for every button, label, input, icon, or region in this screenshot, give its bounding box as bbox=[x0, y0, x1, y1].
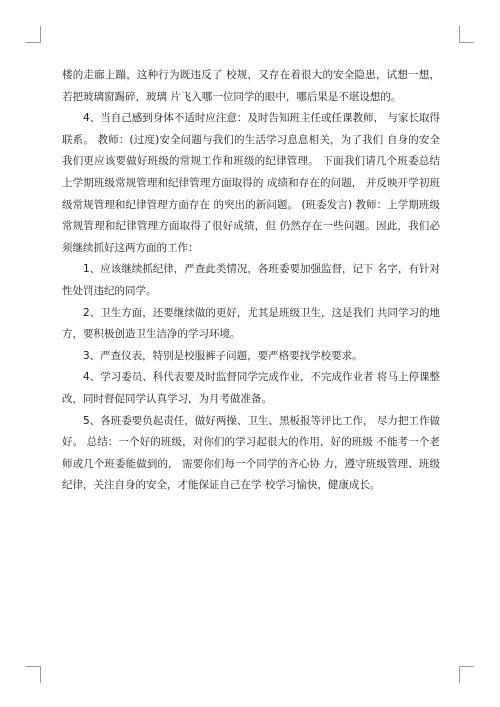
paragraph-item-4-health: 4、当自己感到身体不适时应注意：及时告知班主任或任课教师， 与家长取得联系。 教师：(过度)安全问题与我们的生活学习息息相关，为了我们 自身的安全我们更应该要做好班级的常规工作和班级的纪律管理。 下面我们请几个班委总结上学期班级常规管理和纪律管理方面取得的 成绩和存在的问题， 并反映开学初班级常规管理和纪律管理方面存在 的突出的新问题。 (班委发言) 教师：上学期班级常规管理和纪律管理方面取得了很好成绩，但 仍然存在一些问题。因此，我们必须继续抓好这两方面的工作： bbox=[62, 112, 440, 254]
crop-mark-bottom-right bbox=[459, 666, 474, 683]
paragraph-item-5-summary: 5、各班委要负起责任，做好两操、卫生、黑板报等评比工作， 尽力把工作做好。 总结：一个好的班级，对你们的学习起很大的作用，好的班级 不能考一个老师或几个班委能做到的， 需要你们每一个同学的齐心协 力，遵守班级管理、班级纪律，关注自身的安全，才能保证自己在学 校学习愉快，健康成长。 bbox=[62, 414, 440, 492]
paragraph-item-4-homework: 4、学习委员、科代表要及时监督同学完成作业，不完成作业者 将马上停课整改，同时督促同学认真学习，为月考做准备。 bbox=[62, 371, 440, 405]
paragraph-item-3-appearance: 3、严查仪表，特别是校服裤子问题，要严格要找学校要求。 bbox=[83, 349, 363, 362]
document-body bbox=[62, 65, 440, 497]
crop-mark-top-left bbox=[26, 26, 41, 43]
paragraph-item-1-discipline: 1、应该继续抓纪律，严查此类情况，各班委要加强监督，记下 名字，有针对性处罚违纪的同学。 bbox=[62, 263, 440, 297]
paragraph-item-2-hygiene: 2、卫生方面，还要继续做的更好，尤其是班级卫生，这是我们 共同学习的地方，要积极创造卫生洁净的学习环境。 bbox=[62, 306, 440, 341]
crop-mark-bottom-left bbox=[26, 666, 41, 683]
paragraph-continuation: 楼的走廊上蹦，这种行为既违反了 校规，又存在着很大的安全隐患，试想一想，若把玻璃窗踢碎，玻璃 片飞入哪一位同学的眼中，哪后果是不堪设想的。 bbox=[62, 69, 440, 103]
crop-mark-top-right bbox=[459, 26, 474, 43]
